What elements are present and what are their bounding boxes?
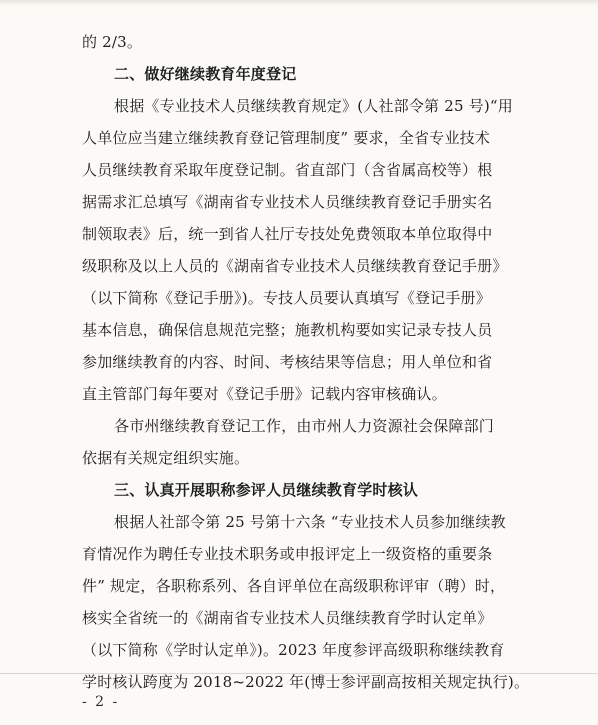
page-number: - 2 -	[82, 694, 120, 710]
paragraph-line: 人员继续教育采取年度登记制。省直部门（含省属高校等）根	[82, 161, 493, 179]
paragraph-line: 直主管部门每年要对《登记手册》记载内容审核确认。	[82, 385, 447, 403]
paragraph-line: 的 2/3。	[82, 33, 143, 51]
paragraph-line: 基本信息，确保信息规范完整；施教机构要如实记录专技人员	[82, 321, 493, 339]
paragraph-line: 学时核认跨度为 2018~2022 年(博士参评副高按相关规定执行)。	[82, 673, 530, 691]
paragraph-line: 根据人社部令第 25 号第十六条 “专业技术人员参加继续教	[114, 513, 506, 531]
paragraph-line: 人单位应当建立继续教育登记管理制度” 要求，全省专业技术	[82, 129, 491, 147]
scan-edge-shadow	[0, 0, 598, 6]
section-heading-3: 三、认真开展职称参评人员继续教育学时核认	[114, 481, 419, 499]
paragraph-line: 级职称及以上人员的《湖南省专业技术人员继续教育登记手册》	[82, 257, 508, 275]
paragraph-line: 育情况作为聘任专业技术职务或申报评定上一级资格的重要条	[82, 545, 493, 563]
paragraph-line: 核实全省统一的《湖南省专业技术人员继续教育学时认定单》	[82, 609, 493, 627]
document-body	[82, 26, 542, 698]
paragraph-line: 参加继续教育的内容、时间、考核结果等信息；用人单位和省	[82, 353, 493, 371]
paragraph-line: 依据有关规定组织实施。	[82, 449, 250, 467]
paragraph-line: 据需求汇总填写《湖南省专业技术人员继续教育登记手册实名	[82, 193, 493, 211]
footer-divider	[0, 673, 598, 674]
paragraph-line: 根据《专业技术人员继续教育规定》(人社部令第 25 号)“用	[114, 97, 513, 115]
paragraph-line: 件” 规定，各职称系列、各自评单位在高级职称评审（聘）时，	[82, 577, 506, 595]
paragraph-line: （以下简称《学时认定单》)。2023 年度参评高级职称继续教育	[82, 641, 505, 659]
paragraph-line: （以下简称《登记手册》)。专技人员要认真填写《登记手册》	[82, 289, 491, 307]
section-heading-2: 二、做好继续教育年度登记	[114, 65, 297, 83]
paragraph-line: 各市州继续教育登记工作，由市州人力资源社会保障部门	[114, 417, 495, 435]
paragraph-line: 制领取表》后，统一到省人社厅专技处免费领取本单位取得中	[82, 225, 493, 243]
